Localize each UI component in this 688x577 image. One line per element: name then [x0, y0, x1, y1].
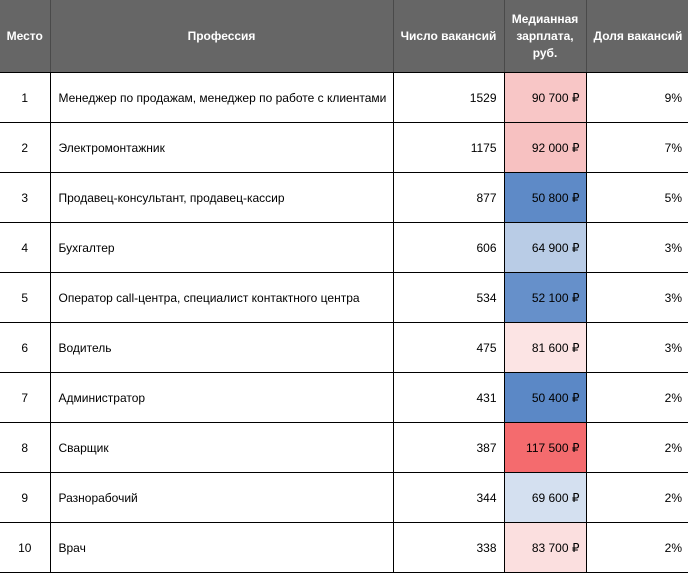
rank-cell: 10 [0, 523, 50, 573]
table-row [0, 523, 688, 573]
profession-cell: Сварщик [50, 423, 393, 473]
share-cell: 3% [586, 323, 688, 373]
rank-cell: 8 [0, 423, 50, 473]
header-share: Доля вакансий [586, 0, 688, 73]
salary-cell: 81 600 ₽ [504, 323, 586, 373]
table-row [0, 223, 688, 273]
profession-cell: Врач [50, 523, 393, 573]
rank-cell: 5 [0, 273, 50, 323]
vacancies-cell: 534 [393, 273, 504, 323]
header-profession: Профессия [50, 0, 393, 73]
table-row [0, 423, 688, 473]
salary-cell: 83 700 ₽ [504, 523, 586, 573]
vacancies-cell: 387 [393, 423, 504, 473]
table-row [0, 323, 688, 373]
share-cell: 2% [586, 523, 688, 573]
rank-cell: 2 [0, 123, 50, 173]
salary-cell: 64 900 ₽ [504, 223, 586, 273]
rank-cell: 3 [0, 173, 50, 223]
vacancies-cell: 344 [393, 473, 504, 523]
profession-cell: Бухгалтер [50, 223, 393, 273]
table-row [0, 473, 688, 523]
salary-cell: 90 700 ₽ [504, 73, 586, 123]
share-cell: 2% [586, 473, 688, 523]
profession-cell: Менеджер по продажам, менеджер по работе с клиентами [50, 73, 393, 123]
table-header-row [0, 0, 688, 73]
table-row [0, 373, 688, 423]
table-row [0, 123, 688, 173]
vacancies-cell: 1175 [393, 123, 504, 173]
vacancies-cell: 877 [393, 173, 504, 223]
header-rank: Место [0, 0, 50, 73]
profession-cell: Электромонтажник [50, 123, 393, 173]
rank-cell: 1 [0, 73, 50, 123]
vacancies-cell: 1529 [393, 73, 504, 123]
profession-cell: Разнорабочий [50, 473, 393, 523]
profession-cell: Администратор [50, 373, 393, 423]
table-row [0, 273, 688, 323]
salary-cell: 92 000 ₽ [504, 123, 586, 173]
profession-cell: Водитель [50, 323, 393, 373]
salary-cell: 52 100 ₽ [504, 273, 586, 323]
share-cell: 9% [586, 73, 688, 123]
vacancies-cell: 475 [393, 323, 504, 373]
vacancies-cell: 431 [393, 373, 504, 423]
share-cell: 2% [586, 373, 688, 423]
vacancies-cell: 338 [393, 523, 504, 573]
profession-cell: Оператор call-центра, специалист контактного центра [50, 273, 393, 323]
share-cell: 7% [586, 123, 688, 173]
header-vacancies: Число вакансий [393, 0, 504, 73]
header-salary: Медианная зарплата, руб. [504, 0, 586, 73]
table-row [0, 73, 688, 123]
profession-cell: Продавец-консультант, продавец-кассир [50, 173, 393, 223]
rank-cell: 9 [0, 473, 50, 523]
share-cell: 3% [586, 273, 688, 323]
rank-cell: 4 [0, 223, 50, 273]
salary-cell: 50 800 ₽ [504, 173, 586, 223]
vacancies-cell: 606 [393, 223, 504, 273]
share-cell: 5% [586, 173, 688, 223]
salary-cell: 117 500 ₽ [504, 423, 586, 473]
share-cell: 3% [586, 223, 688, 273]
table-row [0, 173, 688, 223]
salary-cell: 50 400 ₽ [504, 373, 586, 423]
rank-cell: 6 [0, 323, 50, 373]
share-cell: 2% [586, 423, 688, 473]
rank-cell: 7 [0, 373, 50, 423]
salary-cell: 69 600 ₽ [504, 473, 586, 523]
